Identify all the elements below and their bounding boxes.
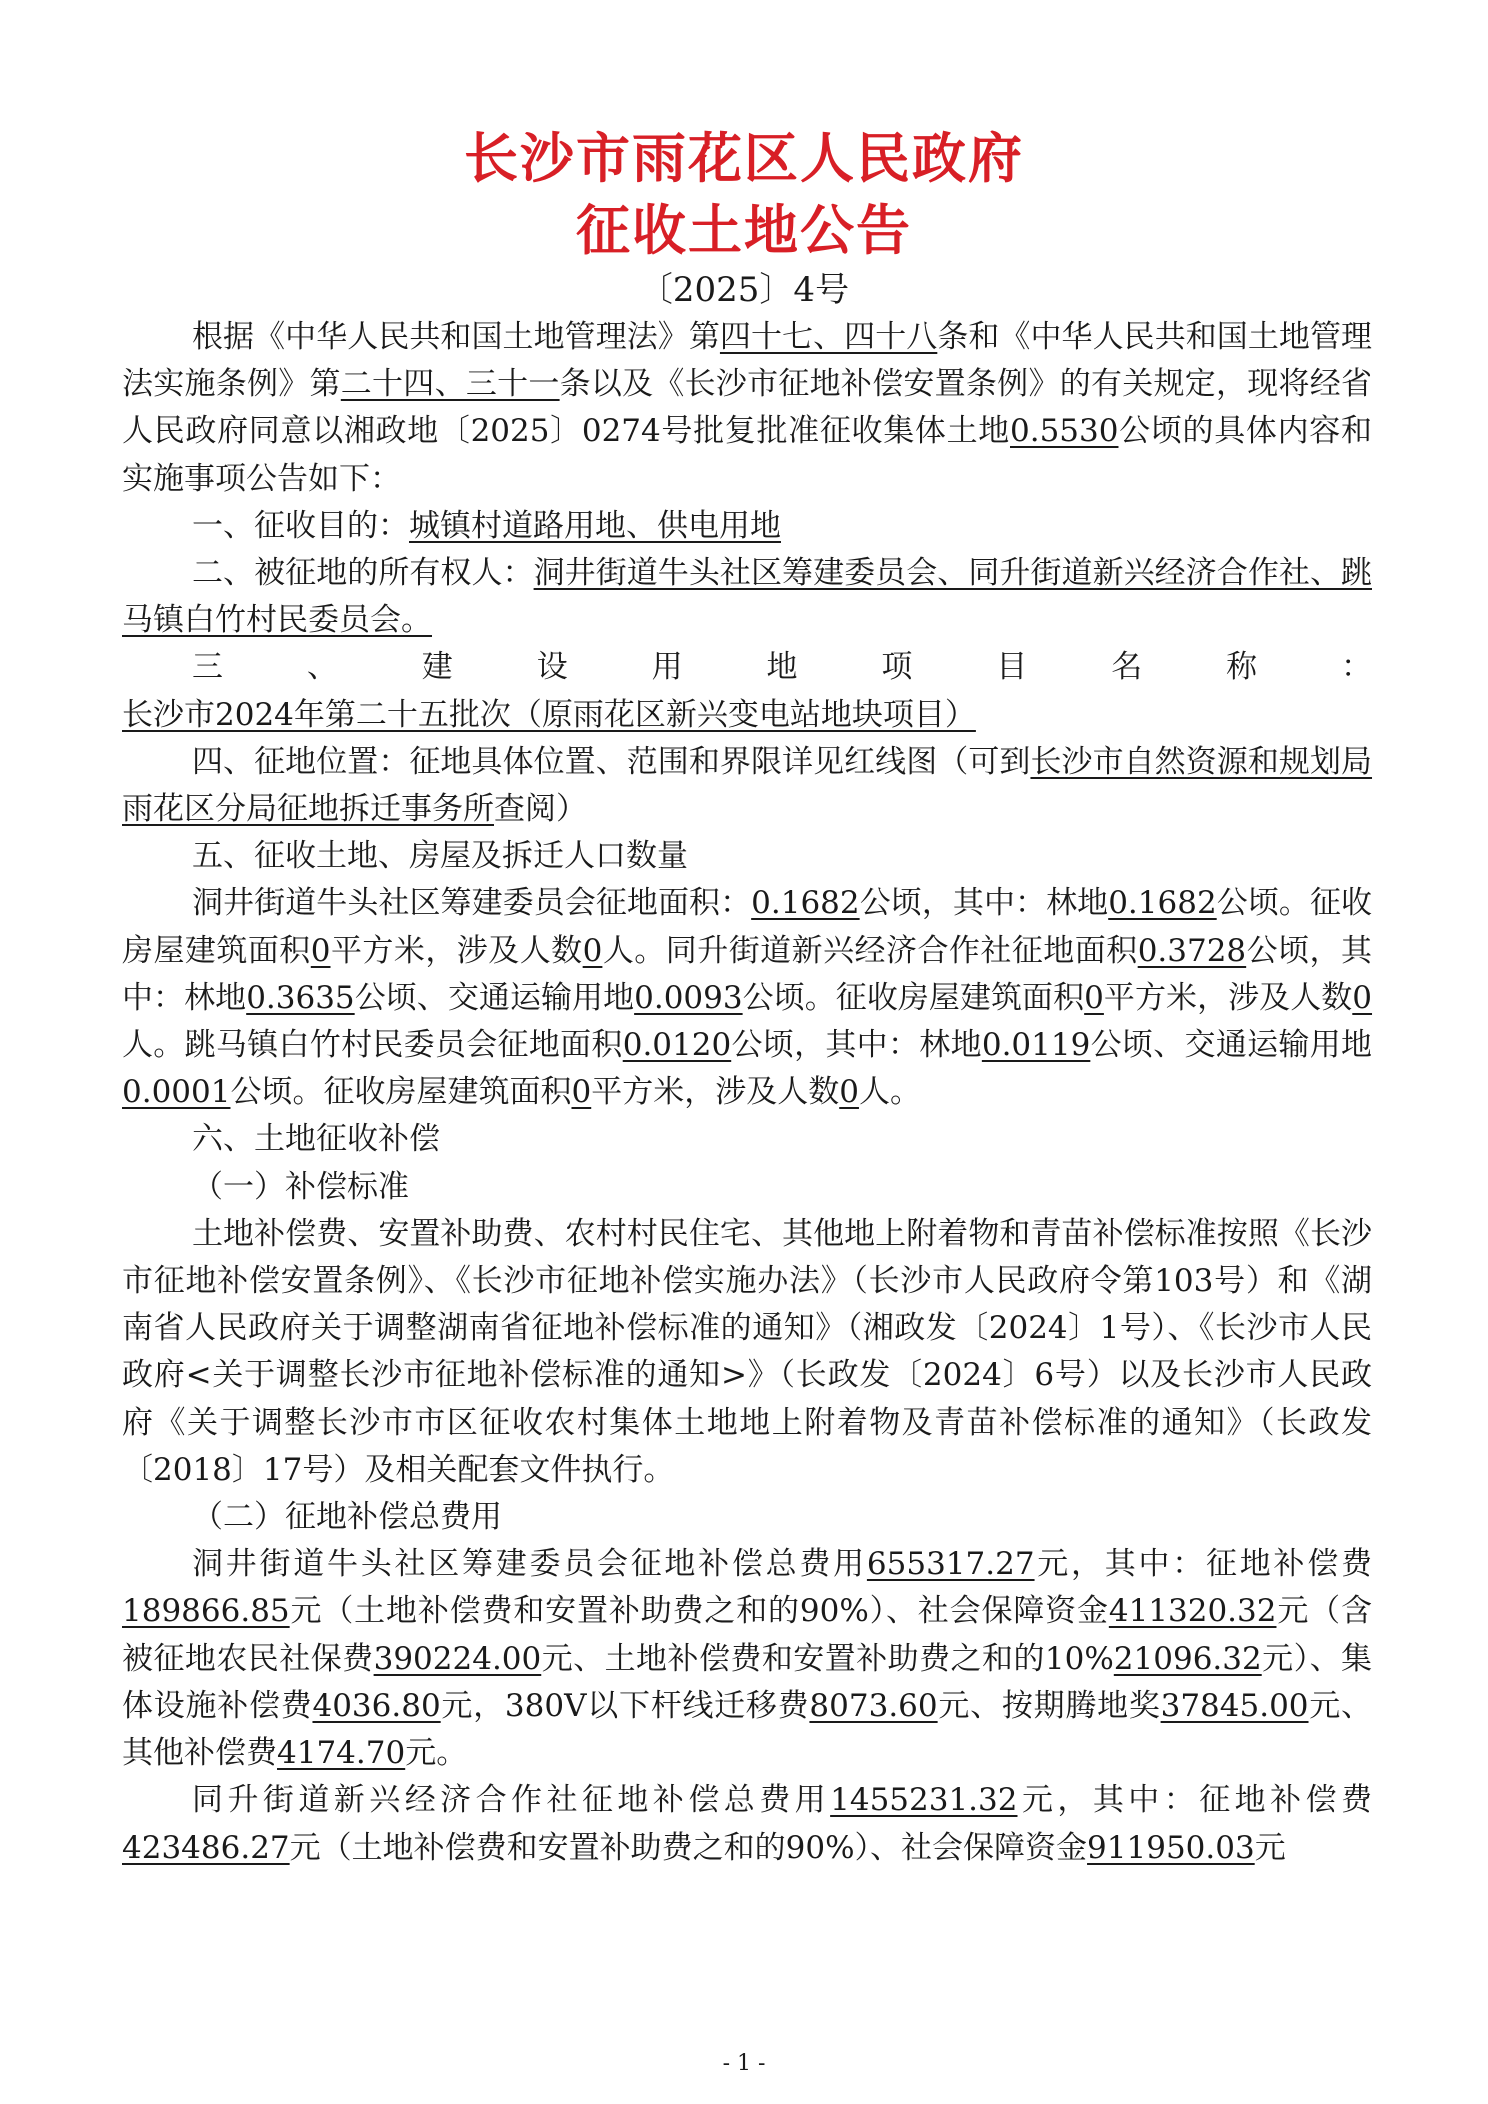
page-number: - 1 - <box>722 2051 766 2076</box>
paragraph-location: 四、征地位置：征地具体位置、范围和界限详见红线图（可到长沙市自然资源和规划局雨花区分局征地拆迁事务所查阅） <box>122 743 1373 828</box>
section-heading-5: 五、征收土地、房屋及拆迁人口数量 <box>192 838 688 875</box>
paragraph-intro: 根据《中华人民共和国土地管理法》第四十七、四十八条和《中华人民共和国土地管理法实施条例》第二十四、三十一条以及《长沙市征地补偿安置条例》的有关规定，现将经省人民政府同意以湘政地〔2025〕0274号批复批准征收集体土地0.5530公顷的具体内容和实施事项公告如下： <box>122 319 1373 497</box>
paragraph-owners: 二、被征地的所有权人：洞井街道牛头社区筹建委员会、同升街道新兴经济合作社、跳马镇白竹村民委员会。 <box>122 555 1372 639</box>
title-line-2: 征收土地公告 <box>576 198 912 262</box>
announcement-body <box>122 314 1372 1872</box>
filled-blank: 0.5530 <box>1010 413 1119 450</box>
filled-blank: 二十四、三十一 <box>340 366 560 403</box>
filled-blank: 城镇村道路用地、供电用地 <box>409 507 781 544</box>
paragraph-land-quantity: 洞井街道牛头社区筹建委员会征地面积：0.1682公顷，其中：林地0.1682公顷。征收房屋建筑面积0平方米，涉及人数0人。同升街道新兴经济合作社征地面积0.3728公顷，其中：林地0.3635公顷、交通运输用地0.0093公顷。征收房屋建筑面积0平方米，涉及人数0人。跳马镇白竹村民委员会征地面积0.0120公顷，其中：林地0.0119公顷、交通运输用地0.0001公顷。征收房屋建筑面积0平方米，涉及人数0人。 <box>122 885 1373 1111</box>
subheading-standard: （一）补偿标准 <box>192 1168 409 1205</box>
section-heading-6: 六、土地征收补偿 <box>192 1121 440 1158</box>
paragraph-project-name: 三、建设用地项目名称：长沙市2024年第二十五批次（原雨花区新兴变电站地块项目） <box>122 649 1372 733</box>
paragraph-standard: 土地补偿费、安置补助费、农村村民住宅、其他地上附着物和青苗补偿标准按照《长沙市征地补偿安置条例》、《长沙市征地补偿实施办法》（长沙市人民政府令第103号）和《湖南省人民政府关于调整湖南省征地补偿标准的通知》（湘政发〔2024〕1号）、《长沙市人民政府<关于调整长沙市征地补偿标准的通知>》（长政发〔2024〕6号）以及长沙市人民政府《关于调整长沙市市区征收农村集体土地地上附着物及青苗补偿标准的通知》（长政发〔2018〕17号）及相关配套文件执行。 <box>122 1215 1372 1488</box>
filled-blank: 四十七、四十八 <box>719 319 938 355</box>
filled-blank: 长沙市2024年第二十五批次（原雨花区新兴变电站地块项目） <box>122 696 976 733</box>
title-line-1: 长沙市雨花区人民政府 <box>464 126 1024 190</box>
paragraph-cost-dongjing: 洞井街道牛头社区筹建委员会征地补偿总费用655317.27元，其中：征地补偿费189866.85元（土地补偿费和安置补助费之和的90%）、社会保障资金411320.32元（含被征地农民社保费390224.00元、土地补偿费和安置补助费之和的10%21096.32元）、集体设施补偿费4036.80元，380V以下杆线迁移费8073.60元、按期腾地奖37845.00元、其他补偿费4174.70元。 <box>122 1546 1373 1772</box>
document-number: 〔2025〕4号 <box>638 270 850 310</box>
subheading-total-cost: （二）征地补偿总费用 <box>192 1499 502 1536</box>
filled-blank: 长沙市自然资源和规划局雨花区分局征地拆迁事务所 <box>122 743 1373 828</box>
paragraph-cost-tongsheng: 同升街道新兴经济合作社征地补偿总费用1455231.32元，其中：征地补偿费423486.27元（土地补偿费和安置补助费之和的90%）、社会保障资金911950.03元 <box>122 1782 1373 1866</box>
paragraph-purpose: 一、征收目的：城镇村道路用地、供电用地 <box>192 507 781 544</box>
filled-blank: 洞井街道牛头社区筹建委员会、同升街道新兴经济合作社、跳马镇白竹村民委员会。 <box>122 555 1372 639</box>
